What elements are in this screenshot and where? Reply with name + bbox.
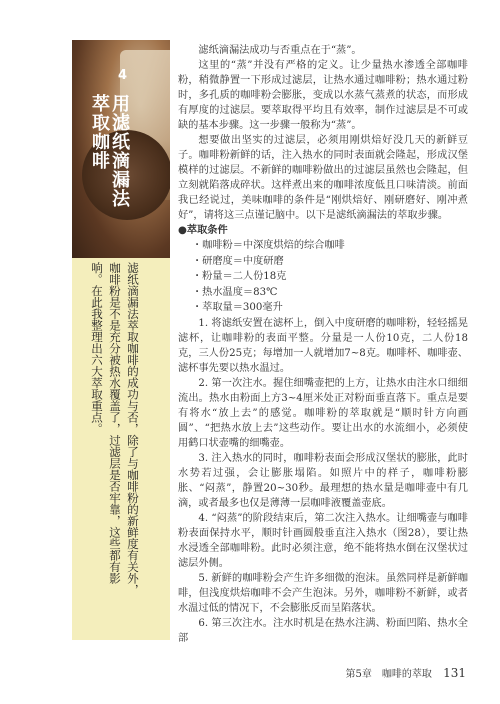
section-title-line-2: 萃取咖啡	[89, 94, 110, 170]
step-paragraph: 4. “闷蒸”的阶段结束后，第二次注入热水。让细嘴壶与咖啡粉表面保持水平，顺时针画圆般垂直注入热水（图28），要让热水浸透全部咖啡粉。此时必须注意，绝不能将热水倒在汉堡状过滤层外侧。	[178, 512, 468, 569]
step-paragraph: 3. 注入热水的同时，咖啡粉表面会形成汉堡状的膨胀，此时水势若过强，会让膨胀塌陷。如照片中的样子，咖啡粉膨胀、“闷蒸”，静置20~30秒。最理想的热水量是咖啡壶中有几滴，或者最多也仅是薄薄一层咖啡液覆盖壶底。	[178, 452, 468, 509]
conditions-list	[178, 238, 468, 316]
chapter-label: 第5章 咖啡的萃取	[345, 669, 432, 680]
condition-item: ・热水温度＝83℃	[192, 286, 278, 298]
section-intro: 滤纸滴漏法萃取咖啡的成功与否，除了与咖啡粉的新鲜度有关外，咖啡粉是不是充分被热水覆盖了，过滤层是否牢靠，这些都有影响。在此我整理出六大萃取重点。	[90, 262, 140, 596]
step-paragraph: 6. 第三次注水。注水时机是在热水注满、粉面凹陷、热水全部	[178, 617, 468, 644]
page-footer	[346, 665, 466, 680]
condition-item: ・粉量＝二人份18克	[192, 271, 287, 282]
paragraph: 滤纸滴漏法成功与否重点在于“蒸”。	[198, 45, 362, 56]
main-text	[178, 43, 468, 646]
conditions-heading: ●萃取条件	[178, 225, 228, 236]
page-number: 131	[443, 666, 466, 680]
step-paragraph: 5. 新鲜的咖啡粉会产生许多细微的泡沫。虽然同样是新鲜咖啡，但浅度烘焙咖啡不会产生泡沫。另外，咖啡粉不新鲜，或者水温过低的情况下，不会膨胀反而呈陷落状。	[178, 572, 468, 614]
paragraph: 想要做出坚实的过滤层，必须用刚烘焙好没几天的新鲜豆子。咖啡粉新鲜的话，注入热水的同时表面就会隆起，形成汉堡模样的过滤层。不新鲜的咖啡粉做出的过滤层虽然也会隆起，但立刻就陷落成碎状。这样煮出来的咖啡浓度低且口味清淡。前面我已经说过，美味咖啡的条件是“刚烘焙好、刚研磨好、刚冲煮好”，请将这三点谨记脑中。以下是滤纸滴漏法的萃取步骤。	[178, 135, 468, 221]
section-number: 4	[118, 68, 128, 83]
condition-item: ・咖啡粉＝中深度烘焙的综合咖啡	[192, 240, 345, 251]
condition-item: ・萃取量＝300毫升	[192, 302, 283, 313]
step-paragraph: 1. 将滤纸安置在滤杯上，倒入中度研磨的咖啡粉，轻轻摇晃滤杯，让咖啡粉的表面平整。分量是一人份10克，二人份18克，三人份25克；每增加一人就增加7~8克。咖啡杯、咖啡壶、滤杯事先要以热水温过。	[178, 317, 468, 374]
condition-item: ・研磨度＝中度研磨	[192, 255, 284, 267]
section-title-line-1: 用滤纸滴漏法	[109, 94, 130, 208]
paragraph: 这里的“蒸”并没有严格的定义。让少量热水渗透全部咖啡粉，稍微静置一下形成过滤层，让热水通过咖啡粉；热水通过粉时，多孔质的咖啡粉会膨胀，变成以水蒸气蒸煮的状态，而形成有厚度的过滤层。要萃取得平均且有效率，制作过滤层是不可或缺的基本步骤。这一步骤一般称为“蒸”。	[178, 60, 468, 131]
step-paragraph: 2. 第一次注水。握住细嘴壶把的上方，让热水由注水口细细流出。热水由粉面上方3~4厘米处正对粉面垂直落下。重点是要有将水“放上去”的感觉。咖啡粉的萃取就是“顺时针方向画圆”、“把热水放上去”这些动作。要让出水的水流细小，必须使用鹤口状壶嘴的细嘴壶。	[178, 377, 468, 449]
